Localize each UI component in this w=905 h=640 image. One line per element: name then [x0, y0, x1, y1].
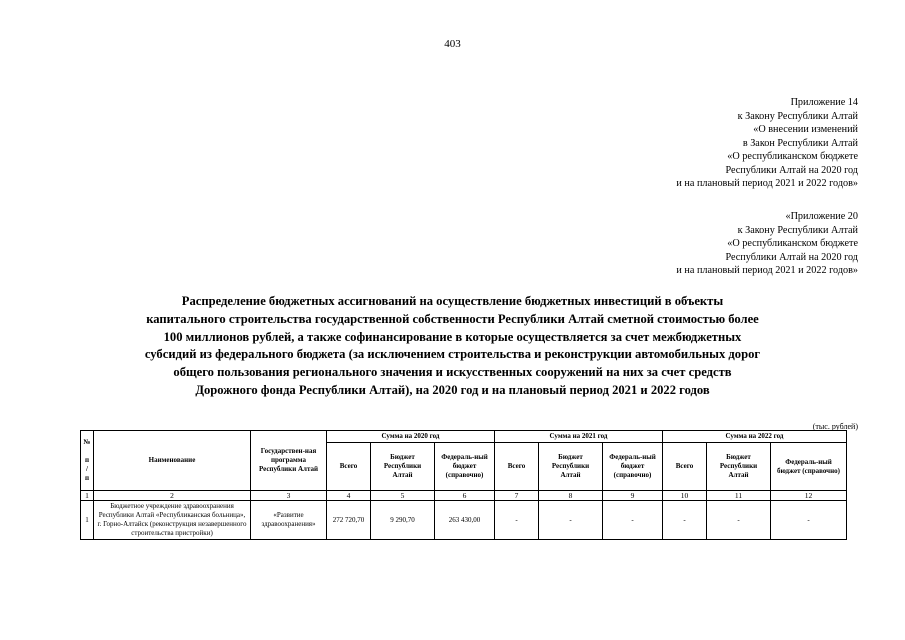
budget-ra-2020: 9 290,70 [371, 501, 435, 540]
object-name: Бюджетное учреждение здравоохранения Республики Алтай «Республиканская больница», г. Горно-Алтайск (реконструкция незавершенного строительства пристройки) [94, 501, 251, 540]
column-number: 8 [539, 491, 603, 501]
title-line: общего пользования регионального значения и искусственных сооружений на них за счет средств [173, 365, 732, 380]
total-2022: - [663, 501, 707, 540]
header-name: Наименование [94, 431, 251, 491]
header-total-2022: Всего [663, 443, 707, 491]
column-number: 2 [94, 491, 251, 501]
appendix-line: и на плановый период 2021 и 2022 годов» [676, 178, 858, 189]
appendix-line: Приложение 14 [790, 97, 858, 108]
row-number: 1 [81, 501, 94, 540]
program-name: «Развитие здравоохранения» [251, 501, 327, 540]
title-line: субсидий из федерального бюджета (за исключением строительства и реконструкции автомобильных дорог [144, 347, 761, 362]
appendix-line: к Закону Республики Алтай [737, 224, 858, 236]
appendix-line: Республики Алтай на 2020 год [725, 164, 858, 176]
appendix-line: «О республиканском бюджете [727, 238, 858, 249]
header-total-2021: Всего [495, 443, 539, 491]
column-number: 6 [435, 491, 495, 501]
column-number: 10 [663, 491, 707, 501]
document-title [60, 293, 845, 400]
budget-ra-2022: - [707, 501, 771, 540]
units-label: (тыс. рублей) [812, 422, 858, 431]
header-budget-ra-2022: Бюджет Республики Алтай [707, 443, 771, 491]
appendix-line: к Закону Республики Алтай [737, 110, 858, 122]
header-program: Государствен-ная программа Республики Алтай [251, 431, 327, 491]
column-number: 3 [251, 491, 327, 501]
column-number-row [81, 491, 847, 501]
header-budget-ra-2020: Бюджет Республики Алтай [371, 443, 435, 491]
title-line: капитального строительства государственной собственности Республики Алтай сметной стоимостью более [146, 311, 759, 326]
column-number: 1 [81, 491, 94, 501]
header-sum-2021: Сумма на 2021 год [495, 431, 663, 443]
appendix-line: «О внесении изменений [753, 124, 858, 135]
appendix-current [676, 96, 858, 191]
title-line: Дорожного фонда Республики Алтай), на 2020 год и на плановый период 2021 и 2022 годов [195, 382, 710, 397]
column-number: 7 [495, 491, 539, 501]
appendix-original [676, 210, 858, 278]
appendix-line: и на плановый период 2021 и 2022 годов» [676, 265, 858, 276]
title-line: 100 миллионов рублей, а также софинансирование в которые осуществляется за счет межбюджетных [163, 329, 742, 344]
header-number: № п / п [81, 431, 94, 491]
federal-2020: 263 430,00 [435, 501, 495, 540]
federal-2021: - [603, 501, 663, 540]
title-line: Распределение бюджетных ассигнований на осуществление бюджетных инвестиций в объекты [181, 294, 724, 308]
header-sum-2020: Сумма на 2020 год [327, 431, 495, 443]
column-number: 9 [603, 491, 663, 501]
page-number: 403 [444, 38, 461, 50]
header-federal-2022: Федераль-ный бюджет (справочно) [771, 443, 847, 491]
appendix-line: «О республиканском бюджете [727, 151, 858, 162]
column-number: 5 [371, 491, 435, 501]
column-number: 11 [707, 491, 771, 501]
column-number: 4 [327, 491, 371, 501]
header-row-top [81, 431, 847, 443]
appendix-line: Республики Алтай на 2020 год [725, 251, 858, 263]
appendix-line: в Закон Республики Алтай [742, 137, 858, 149]
table-row [81, 501, 847, 540]
total-2020: 272 720,70 [327, 501, 371, 540]
column-number: 12 [771, 491, 847, 501]
allocation-table [80, 430, 847, 540]
budget-ra-2021: - [539, 501, 603, 540]
total-2021: - [495, 501, 539, 540]
header-federal-2021: Федераль-ный бюджет (справочно) [603, 443, 663, 491]
header-federal-2020: Федераль-ный бюджет (справочно) [435, 443, 495, 491]
appendix-line: «Приложение 20 [785, 211, 858, 222]
federal-2022: - [771, 501, 847, 540]
header-total-2020: Всего [327, 443, 371, 491]
header-budget-ra-2021: Бюджет Республики Алтай [539, 443, 603, 491]
header-sum-2022: Сумма на 2022 год [663, 431, 847, 443]
